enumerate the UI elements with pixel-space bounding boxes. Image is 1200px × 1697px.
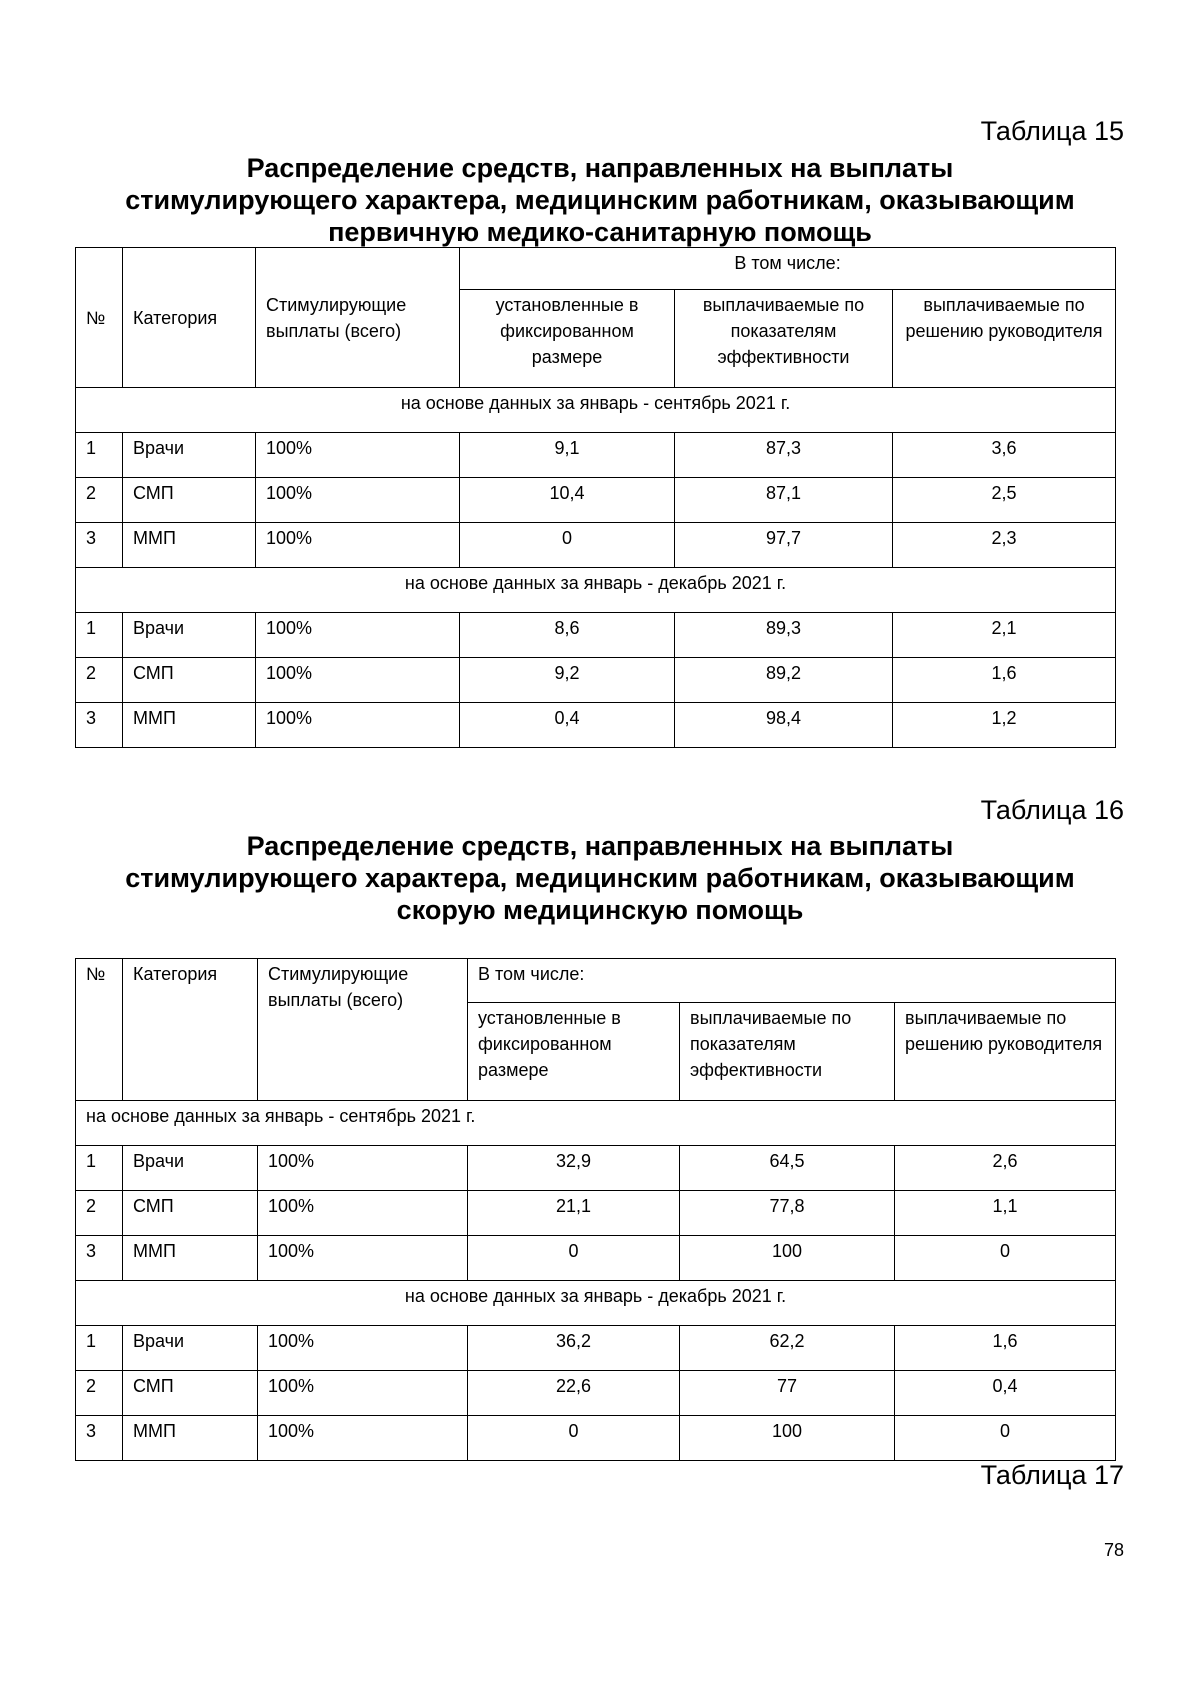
table-row [76,1146,1116,1191]
table-row [76,1326,1116,1371]
cell-efficiency: 62,2 [680,1326,895,1371]
cell-manager: 2,3 [893,523,1116,568]
cell-num: 2 [76,478,123,523]
table-16 [75,958,1116,1461]
cell-total: 100% [258,1236,468,1281]
header-manager: выплачиваемые по решению руководителя [893,290,1116,388]
cell-fixed: 8,6 [460,613,675,658]
cell-total: 100% [258,1416,468,1461]
table-row [76,703,1116,748]
cell-efficiency: 100 [680,1236,895,1281]
cell-fixed: 0 [468,1236,680,1281]
cell-total: 100% [256,703,460,748]
table-15-title [60,152,1140,248]
cell-total: 100% [256,433,460,478]
title-line: первичную медико-санитарную помощь [328,217,872,247]
cell-efficiency: 77 [680,1371,895,1416]
table-row [76,1416,1116,1461]
title-line: скорую медицинскую помощь [396,895,804,925]
cell-total: 100% [256,523,460,568]
cell-efficiency: 64,5 [680,1146,895,1191]
cell-num: 1 [76,1326,123,1371]
cell-category: Врачи [123,433,256,478]
header-efficiency: выплачиваемые по показателям эффективности [680,1003,895,1101]
cell-num: 2 [76,1191,123,1236]
cell-manager: 1,6 [893,658,1116,703]
header-including: В том числе: [468,959,1116,1003]
table-row [76,523,1116,568]
header-efficiency: выплачиваемые по показателям эффективности [675,290,893,388]
header-category: Категория [123,248,256,388]
cell-category: СМП [123,658,256,703]
cell-total: 100% [258,1191,468,1236]
cell-total: 100% [258,1146,468,1191]
cell-efficiency: 89,2 [675,658,893,703]
table-16-label: Таблица 16 [980,795,1124,825]
cell-total: 100% [258,1326,468,1371]
cell-manager: 2,5 [893,478,1116,523]
cell-category: Врачи [123,613,256,658]
cell-num: 3 [76,523,123,568]
cell-fixed: 0,4 [460,703,675,748]
title-line: Распределение средств, направленных на выплаты [246,831,954,861]
header-stimulating-total: Стимулирующие выплаты (всего) [258,959,468,1101]
cell-category: Врачи [123,1326,258,1371]
cell-category: ММП [123,1416,258,1461]
section-caption: на основе данных за январь - сентябрь 2021 г. [76,1101,1116,1146]
section-caption: на основе данных за январь - декабрь 2021 г. [76,1281,1116,1326]
cell-manager: 0 [895,1416,1116,1461]
table-15-label: Таблица 15 [980,116,1124,146]
cell-category: СМП [123,478,256,523]
table-row [76,613,1116,658]
cell-manager: 3,6 [893,433,1116,478]
cell-category: ММП [123,523,256,568]
cell-num: 3 [76,703,123,748]
cell-fixed: 9,1 [460,433,675,478]
header-including: В том числе: [460,248,1116,290]
cell-num: 3 [76,1416,123,1461]
cell-fixed: 0 [460,523,675,568]
table-17-label: Таблица 17 [980,1460,1124,1490]
cell-category: ММП [123,1236,258,1281]
cell-fixed: 32,9 [468,1146,680,1191]
cell-num: 1 [76,433,123,478]
table-15 [75,247,1116,748]
header-num: № [76,248,123,388]
cell-num: 3 [76,1236,123,1281]
cell-num: 2 [76,1371,123,1416]
cell-total: 100% [256,478,460,523]
cell-efficiency: 98,4 [675,703,893,748]
cell-efficiency: 97,7 [675,523,893,568]
table-16-title [60,830,1140,926]
title-line: стимулирующего характера, медицинским работникам, оказывающим [125,185,1075,215]
cell-total: 100% [256,658,460,703]
cell-manager: 1,1 [895,1191,1116,1236]
cell-manager: 0 [895,1236,1116,1281]
cell-fixed: 10,4 [460,478,675,523]
cell-manager: 0,4 [895,1371,1116,1416]
cell-manager: 1,6 [895,1326,1116,1371]
cell-category: ММП [123,703,256,748]
cell-efficiency: 87,3 [675,433,893,478]
cell-total: 100% [258,1371,468,1416]
cell-efficiency: 100 [680,1416,895,1461]
cell-fixed: 22,6 [468,1371,680,1416]
cell-fixed: 9,2 [460,658,675,703]
cell-category: СМП [123,1191,258,1236]
cell-fixed: 21,1 [468,1191,680,1236]
cell-category: СМП [123,1371,258,1416]
cell-efficiency: 89,3 [675,613,893,658]
table-row [76,1236,1116,1281]
header-manager: выплачиваемые по решению руководителя [895,1003,1116,1101]
title-line: Распределение средств, направленных на выплаты [246,153,954,183]
header-fixed: установленные в фиксированном размере [468,1003,680,1101]
table-row [76,1371,1116,1416]
header-num: № [76,959,123,1101]
cell-manager: 2,1 [893,613,1116,658]
cell-fixed: 0 [468,1416,680,1461]
cell-num: 1 [76,1146,123,1191]
table-row [76,433,1116,478]
header-fixed: установленные в фиксированном размере [460,290,675,388]
cell-total: 100% [256,613,460,658]
cell-num: 2 [76,658,123,703]
table-row [76,1191,1116,1236]
header-category: Категория [123,959,258,1101]
cell-fixed: 36,2 [468,1326,680,1371]
cell-efficiency: 77,8 [680,1191,895,1236]
cell-manager: 2,6 [895,1146,1116,1191]
table-row [76,658,1116,703]
cell-manager: 1,2 [893,703,1116,748]
section-caption: на основе данных за январь - декабрь 2021 г. [76,568,1116,613]
cell-efficiency: 87,1 [675,478,893,523]
table-row [76,478,1116,523]
cell-category: Врачи [123,1146,258,1191]
section-caption: на основе данных за январь - сентябрь 2021 г. [76,388,1116,433]
title-line: стимулирующего характера, медицинским работникам, оказывающим [125,863,1075,893]
header-stimulating-total: Стимулирующие выплаты (всего) [256,248,460,388]
page-number: 78 [1103,1540,1124,1560]
cell-num: 1 [76,613,123,658]
